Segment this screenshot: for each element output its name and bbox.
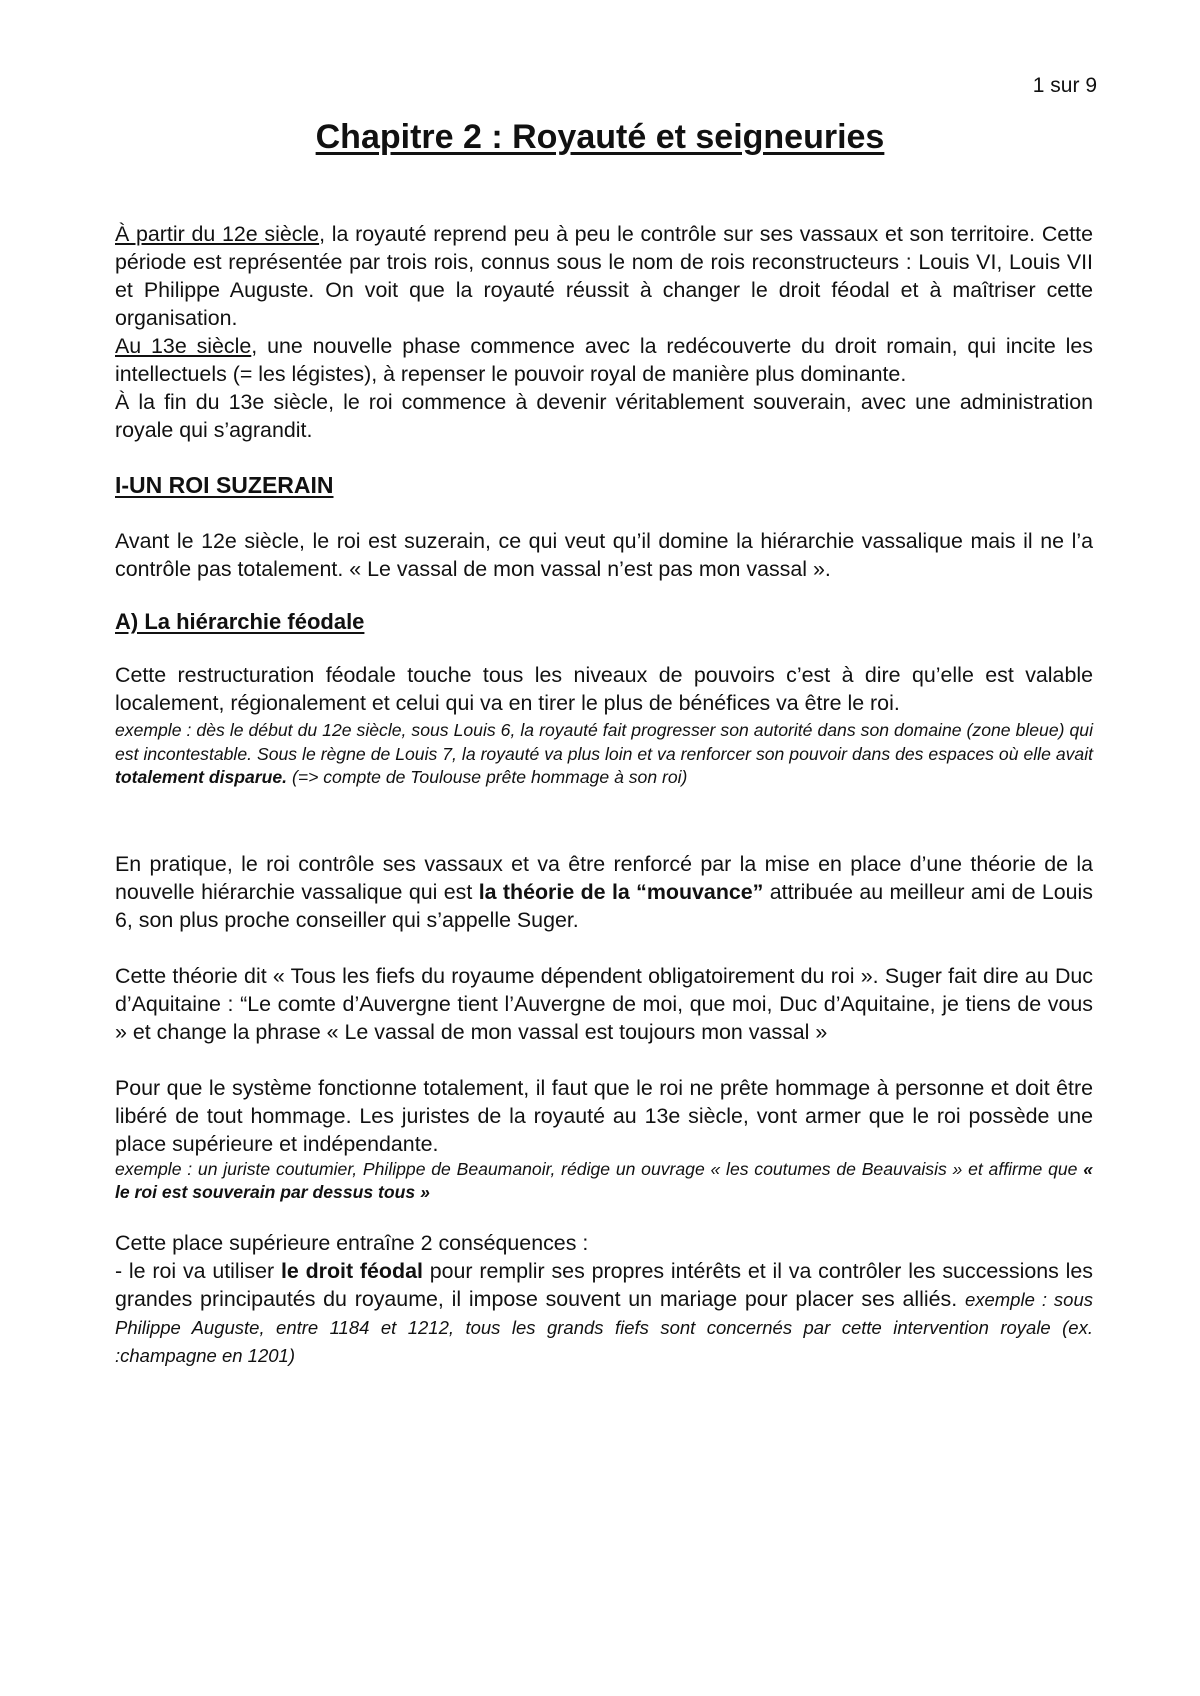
p2-text-a: En pratique, le roi contrôle ses vassaux et va être renforcé par la mise en place d’une théorie de la nouvelle hiérarchie vassalique qui est [115, 851, 1093, 904]
example-1-text-a: exemple : dès le début du 12e siècle, sous Louis 6, la royauté fait progresser son autorité dans son domaine (zone bleue) qui est incontestable. Sous le règne de Louis 7, la royauté va plus loin et va renforcer son pouvoir dans des espaces où elle avait [115, 720, 1093, 764]
intro-paragraph-1 [115, 220, 1093, 332]
intro-paragraph-2 [115, 332, 1093, 388]
mouvance-theory-emphasis: la théorie de la “mouvance” [478, 879, 764, 904]
intro-paragraph-3: À la fin du 13e siècle, le roi commence à devenir véritablement souverain, avec une administration royale qui s’agrandit. [115, 390, 1093, 442]
subsectionA-paragraph-6 [115, 1257, 1093, 1369]
intro-p2-text: , une nouvelle phase commence avec la redécouverte du droit romain, qui incite les intellectuels (= les légistes), à repenser le pouvoir royal de manière plus dominante. [115, 334, 1093, 386]
page-title: Chapitre 2 : Royauté et seigneuries [315, 118, 885, 156]
example-1-text-c: (=> compte de Toulouse prête hommage à son roi) [287, 767, 688, 788]
subsection-heading-a: A) La hiérarchie féodale [115, 609, 365, 634]
example-2-text-a: exemple : un juriste coutumier, Philippe de Beaumanoir, rédige un ouvrage « les coutumes de Beauvaisis » et affirme que [115, 1158, 1084, 1179]
document-body [115, 220, 1093, 1369]
p6-text-c: pour remplir ses propres intérêts et il va contrôler les successions les grandes principautés du royaume, il impose souvent un mariage pour placer ses alliés. [115, 1258, 1093, 1311]
subsectionA-paragraph-4: Pour que le système fonctionne totalement, il faut que le roi ne prête hommage à personne et doit être libéré de tout hommage. Les juristes de la royauté au 13e siècle, vont armer que le roi possède une place supérieure et indépendante. [115, 1075, 1093, 1156]
subsectionA-paragraph-5: Cette place supérieure entraîne 2 conséquences : [115, 1230, 589, 1255]
example-1 [115, 719, 1093, 790]
example-3: exemple : sous Philippe Auguste, entre 1184 et 1212, tous les grands fiefs sont concernés par cette intervention royale (ex. :champagne en 1201) [115, 1288, 1093, 1366]
section-heading-1: I-UN ROI SUZERAIN [115, 472, 334, 498]
p6-text-a: - le roi va utiliser [115, 1258, 281, 1283]
page-number: 1 sur 9 [1032, 74, 1097, 97]
intro-p1-text: , la royauté reprend peu à peu le contrôle sur ses vassaux et son territoire. Cette période est représentée par trois rois, connus sous le nom de rois reconstructeurs : Louis VI, Louis VII et Philippe Auguste. On voit que la royauté réussit à changer le droit féodal et à maîtriser cette organisation. [115, 222, 1093, 330]
section1-paragraph-1: Avant le 12e siècle, le roi est suzerain, ce qui veut qu’il domine la hiérarchie vassalique mais il ne l’a contrôle pas totalement. « Le vassal de mon vassal n’est pas mon vassal ». [115, 529, 1093, 581]
subsectionA-paragraph-1: Cette restructuration féodale touche tous les niveaux de pouvoirs c’est à dire qu’elle est valable localement, régionalement et celui qui va en tirer le plus de bénéfices va être le roi. [115, 663, 1093, 715]
droit-feodal-emphasis: le droit féodal [280, 1258, 423, 1283]
example-1-emphasis: totalement disparue. [115, 767, 288, 788]
example-2 [115, 1158, 1093, 1205]
p2-text-c: attribuée au meilleur ami de Louis 6, son plus proche conseiller qui s’appelle Suger. [115, 879, 1093, 932]
intro-date-12e: À partir du 12e siècle [115, 222, 320, 246]
intro-date-13e: Au 13e siècle [115, 334, 252, 358]
subsectionA-paragraph-3: Cette théorie dit « Tous les fiefs du royaume dépendent obligatoirement du roi ». Suger fait dire au Duc d’Aquitaine : “Le comte d’Auvergne tient l’Auvergne de moi, que moi, Duc d’Aquitaine, je tiens de vous » et change la phrase « Le vassal de mon vassal est toujours mon vassal » [115, 963, 1093, 1044]
example-2-quote: « le roi est souverain par dessus tous » [115, 1158, 1093, 1203]
subsectionA-paragraph-2 [115, 850, 1093, 934]
